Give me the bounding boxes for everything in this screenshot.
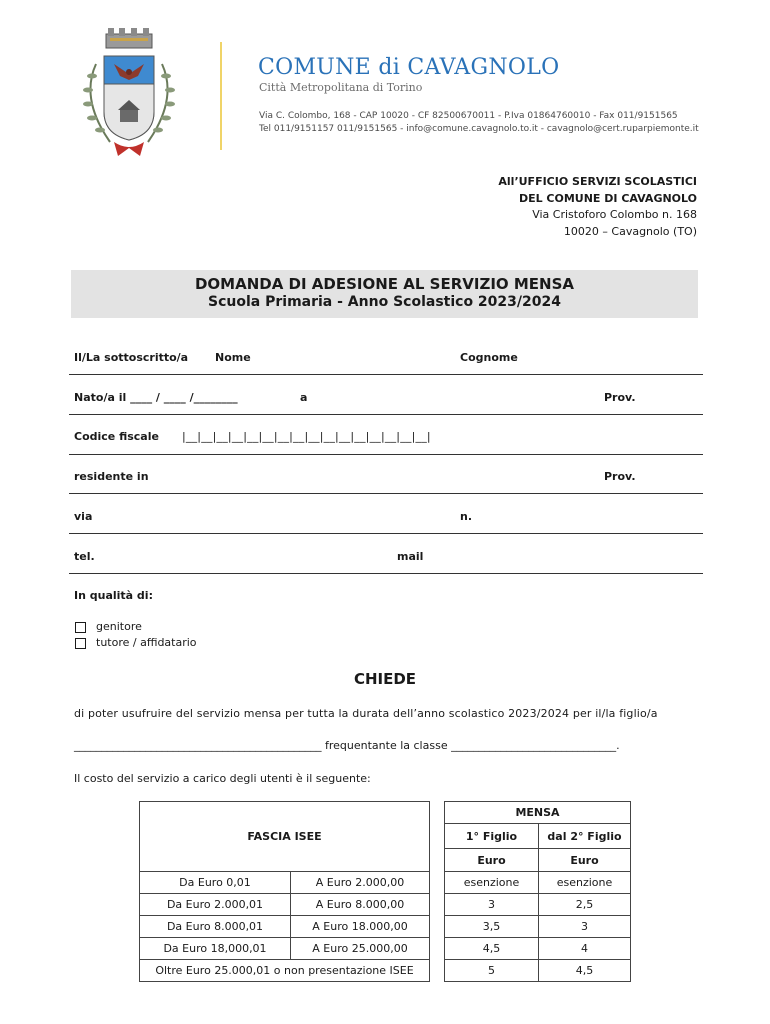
recipient-line-1: All’UFFICIO SERVIZI SCOLASTICI <box>498 175 697 188</box>
title-banner <box>71 270 698 318</box>
second-child-fee: 3 <box>539 916 631 938</box>
first-child-unit: Euro <box>445 849 539 872</box>
cf-line <box>69 454 703 455</box>
isee-from: Da Euro 18,000,01 <box>140 938 291 960</box>
isee-to: A Euro 8.000,00 <box>291 894 430 916</box>
coat-of-arms-logo <box>70 24 188 162</box>
genitore-checkbox[interactable] <box>75 622 86 633</box>
isee-from: Da Euro 0,01 <box>140 872 291 894</box>
contact-line[interactable] <box>69 573 703 574</box>
second-child-fee: 4 <box>539 938 631 960</box>
nome-label: Nome <box>215 351 251 364</box>
table-row <box>445 960 631 982</box>
name-line[interactable] <box>69 374 703 375</box>
genitore-option-label: genitore <box>96 620 142 633</box>
birth-prov-label: Prov. <box>604 391 636 404</box>
second-child-unit: Euro <box>539 849 631 872</box>
codice-fiscale-label: Codice fiscale <box>74 430 159 443</box>
municipality-name: COMUNE di CAVAGNOLO <box>258 55 560 80</box>
isee-last-band: Oltre Euro 25.000,01 o non presentazione ISEE <box>140 960 430 982</box>
document-title: DOMANDA DI ADESIONE AL SERVIZIO MENSA <box>194 275 575 293</box>
first-child-fee: esenzione <box>445 872 539 894</box>
table-row <box>140 894 430 916</box>
via-line[interactable] <box>69 533 703 534</box>
first-child-fee: 5 <box>445 960 539 982</box>
recipient-address <box>498 174 697 240</box>
cognome-label: Cognome <box>460 351 518 364</box>
birth-place-label: a <box>300 391 308 404</box>
recipient-line-4: 10020 – Cavagnolo (TO) <box>563 224 697 238</box>
table-row <box>445 938 631 960</box>
qualita-label: In qualità di: <box>74 589 153 602</box>
isee-table <box>139 801 430 982</box>
table-row <box>140 960 430 982</box>
table-row <box>445 916 631 938</box>
isee-header: FASCIA ISEE <box>140 802 430 872</box>
header-divider <box>220 42 222 150</box>
recipient-line-3: Via Cristoforo Colombo n. 168 <box>532 208 697 221</box>
cost-intro: Il costo del servizio a carico degli utenti è il seguente: <box>74 772 371 785</box>
residenza-label: residente in <box>74 470 149 483</box>
table-row <box>445 894 631 916</box>
request-text: di poter usufruire del servizio mensa per tutta la durata dell’anno scolastico 2023/2024 per il/la figlio/a <box>74 707 658 720</box>
table-row <box>140 916 430 938</box>
isee-from: Da Euro 2.000,01 <box>140 894 291 916</box>
recipient-line-2: DEL COMUNE DI CAVAGNOLO <box>518 191 697 205</box>
contact-line-2: Tel 011/9151157 011/9151565 - info@comune.cavagnolo.to.it - cavagnolo@cert.ruparpiemonte.it <box>259 124 699 134</box>
sottoscritto-label: Il/La sottoscritto/a <box>74 351 189 364</box>
mail-label: mail <box>397 550 424 563</box>
second-child-fee: 4,5 <box>539 960 631 982</box>
first-child-fee: 3,5 <box>445 916 539 938</box>
municipality-subtitle: Città Metropolitana di Torino <box>259 81 423 94</box>
first-child-fee: 4,5 <box>445 938 539 960</box>
via-label: via <box>74 510 93 523</box>
document-subtitle: Scuola Primaria - Anno Scolastico 2023/2024 <box>208 294 561 310</box>
isee-to: A Euro 18.000,00 <box>291 916 430 938</box>
residenza-line[interactable] <box>69 493 703 494</box>
civic-number-label: n. <box>460 510 473 523</box>
second-child-fee: esenzione <box>539 872 631 894</box>
isee-to: A Euro 25.000,00 <box>291 938 430 960</box>
tel-label: tel. <box>74 550 95 563</box>
birth-date-label: Nato/a il ____ / ____ /________ <box>74 391 238 404</box>
chiede-heading: CHIEDE <box>353 670 417 688</box>
first-child-header: 1° Figlio <box>445 824 539 849</box>
mensa-table <box>444 801 631 982</box>
child-class-line[interactable]: _____________________________________________ frequentante la classe ______________________________. <box>74 739 620 752</box>
table-row <box>140 872 430 894</box>
table-row <box>140 938 430 960</box>
isee-from: Da Euro 8.000,01 <box>140 916 291 938</box>
residenza-prov-label: Prov. <box>604 470 636 483</box>
tutore-checkbox[interactable] <box>75 638 86 649</box>
mensa-header: MENSA <box>445 802 631 824</box>
contact-line-1: Via C. Colombo, 168 - CAP 10020 - CF 82500670011 - P.Iva 01864760010 - Fax 011/9151565 <box>259 111 678 121</box>
tutore-option-label: tutore / affidatario <box>96 636 197 649</box>
second-child-fee: 2,5 <box>539 894 631 916</box>
birth-line[interactable] <box>69 414 703 415</box>
second-child-header: dal 2° Figlio <box>539 824 631 849</box>
isee-to: A Euro 2.000,00 <box>291 872 430 894</box>
table-row <box>445 872 631 894</box>
codice-fiscale-boxes[interactable]: |__|__|__|__|__|__|__|__|__|__|__|__|__|__|__|__| <box>182 430 431 443</box>
first-child-fee: 3 <box>445 894 539 916</box>
